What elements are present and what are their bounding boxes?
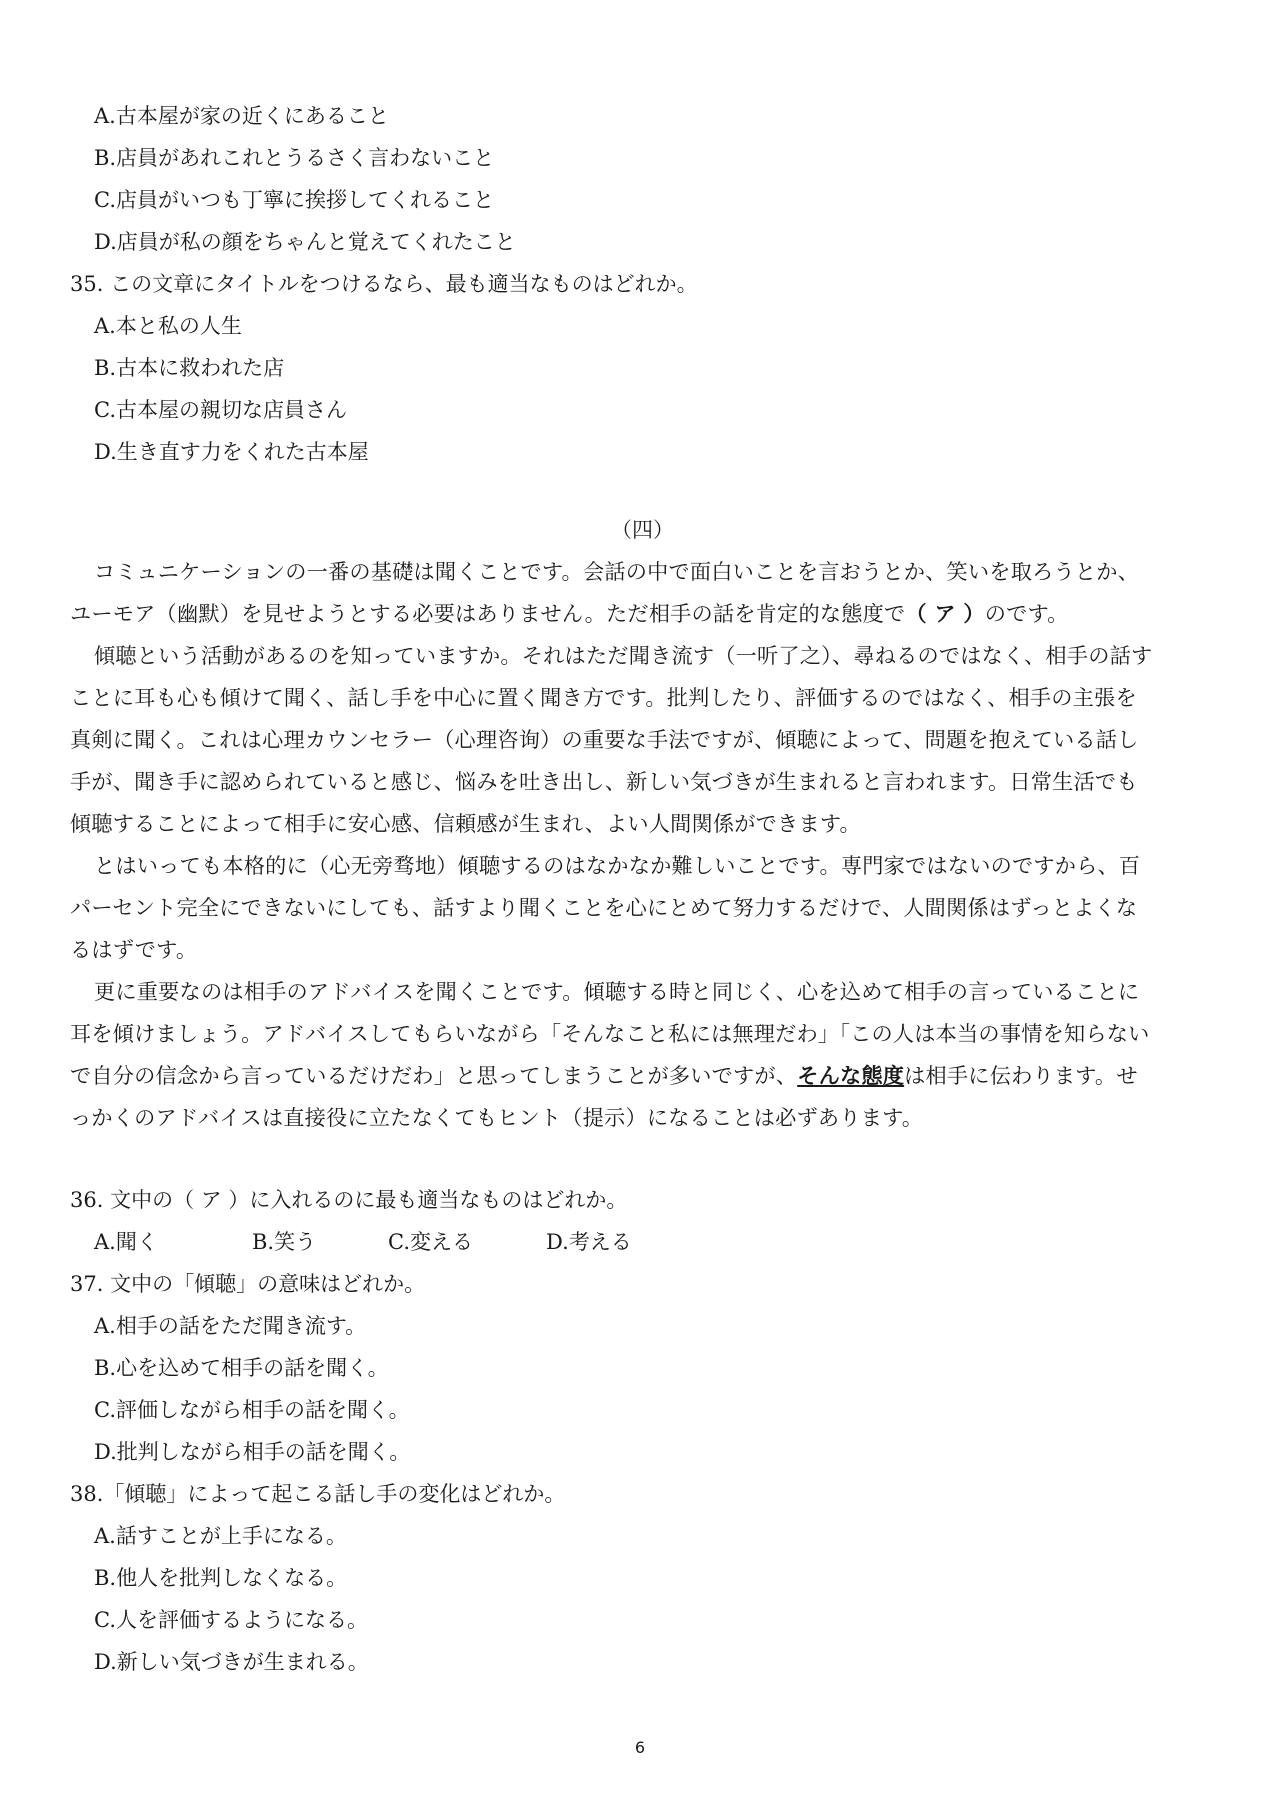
emphasized-phrase: そんな態度 — [797, 1063, 905, 1088]
q37-option-d: D.批判しながら相手の話を聞く。 — [94, 1440, 411, 1464]
passage-line: 傾聴という活動があるのを知っていますか。それはただ聞き流す（一听了之）、尋ねるのではなく、相手の話す — [94, 643, 1153, 668]
q36-option-c: C.変える — [388, 1230, 473, 1254]
q37-option-a: A.相手の話をただ聞き流す。 — [94, 1314, 367, 1338]
passage-text: ユーモア（幽默）を見せようとする必要はありません。ただ相手の話を肯定的な態度で — [70, 601, 906, 626]
passage-text: で自分の信念から言っているだけだわ」と思ってしまうことが多いですが、 — [70, 1063, 798, 1088]
passage-line: 傾聴することによって相手に安心感、信頼感が生まれ、よい人間関係ができます。 — [70, 811, 861, 836]
q35 — [70, 263, 1215, 473]
passage-line: コミュニケーションの一番の基礎は聞くことです。会話の中で面白いことを言おうとか、笑いを取ろうとか、 — [94, 559, 1140, 584]
q34-options — [70, 95, 1215, 263]
q34-option-b: B.店員があれこれとうるさく言わないこと — [94, 146, 495, 170]
section-title: （四） — [611, 518, 674, 542]
q36-option-b: B.笑う — [252, 1230, 317, 1254]
passage-line: ことに耳も心も傾けて聞く、話し手を中心に置く聞き方です。批判したり、評価するのではなく、相手の主張を — [70, 685, 1137, 710]
q36 — [70, 1179, 1215, 1263]
passage-line — [70, 1055, 1215, 1097]
q35-question: 35. この文章にタイトルをつけるなら、最も適当なものはどれか。 — [70, 272, 698, 296]
q35-option-c: C.古本屋の親切な店員さん — [94, 398, 347, 422]
q38-option-b: B.他人を批判しなくなる。 — [94, 1566, 348, 1590]
q37-option-b: B.心を込めて相手の話を聞く。 — [94, 1356, 389, 1380]
q38-question: 38.「傾聴」によって起こる話し手の変化はどれか。 — [70, 1482, 566, 1506]
passage-line: っかくのアドバイスは直接役に立たなくてもヒント（提示）になることは必ずあります。 — [70, 1105, 924, 1130]
q36-option-d: D.考える — [546, 1230, 632, 1254]
passage — [70, 551, 1215, 1139]
passage-text: のです。 — [984, 601, 1069, 626]
q37-question: 37. 文中の「傾聴」の意味はどれか。 — [70, 1272, 426, 1296]
blank-a: （ ア ） — [905, 601, 985, 626]
q36-options — [70, 1221, 1215, 1263]
q36-option-a: A.聞く — [94, 1230, 158, 1254]
q38-option-d: D.新しい気づきが生まれる。 — [94, 1650, 369, 1674]
q35-option-b: B.古本に救われた店 — [94, 356, 285, 380]
q38 — [70, 1473, 1215, 1683]
spacer — [70, 1139, 1215, 1179]
q37 — [70, 1263, 1215, 1473]
passage-line: 更に重要なのは相手のアドバイスを聞くことです。傾聴する時と同じく、心を込めて相手の言っていることに — [94, 979, 1140, 1004]
passage-line: パーセント完全にできないにしても、話すより聞くことを心にとめて努力するだけで、人間関係はずっとよくな — [70, 895, 1138, 920]
q37-option-c: C.評価しながら相手の話を聞く。 — [94, 1398, 410, 1422]
page-number: 6 — [634, 1738, 646, 1757]
passage-line: 手が、聞き手に認められていると感じ、悩みを吐き出し、新しい気づきが生まれると言われます。日常生活でも — [70, 769, 1138, 794]
q34-option-c: C.店員がいつも丁寧に挨拶してくれること — [94, 188, 494, 212]
q35-option-d: D.生き直す力をくれた古本屋 — [94, 440, 369, 464]
passage-text: は相手に伝わります。せ — [904, 1063, 1138, 1088]
q35-option-a: A.本と私の人生 — [94, 314, 242, 338]
passage-line — [70, 593, 1215, 635]
q34-option-d: D.店員が私の顔をちゃんと覚えてくれたこと — [94, 230, 516, 254]
q38-option-a: A.話すことが上手になる。 — [94, 1524, 347, 1548]
passage-line: とはいっても本格的に（心无旁骛地）傾聴するのはなかなか難しいことです。専門家ではないのですから、百 — [94, 853, 1141, 878]
passage-line: 真剣に聞く。これは心理カウンセラー（心理咨询）の重要な手法ですが、傾聴によって、問題を抱えている話し — [70, 727, 1139, 752]
q36-question: 36. 文中の（ ア ）に入れるのに最も適当なものはどれか。 — [70, 1188, 628, 1212]
q38-option-c: C.人を評価するようになる。 — [94, 1608, 368, 1632]
passage-line: 耳を傾けましょう。アドバイスしてもらいながら「そんなこと私には無理だわ」「この人は本当の事情を知らない — [70, 1021, 1150, 1046]
passage-line: るはずです。 — [70, 937, 198, 962]
exam-page — [70, 95, 1215, 1683]
q34-option-a: A.古本屋が家の近くにあること — [94, 104, 389, 128]
